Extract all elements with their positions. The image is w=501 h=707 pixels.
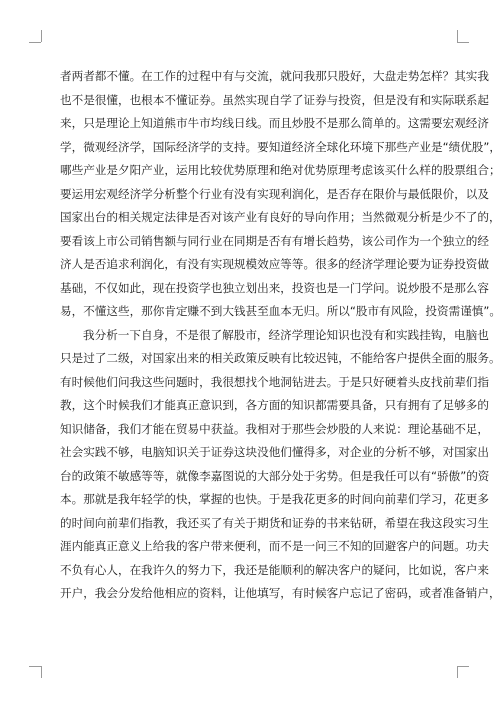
text-line: 基础，不仅如此，现在投资学也独立划出来，投资也是一门学问。说炒股不是那么容 bbox=[60, 280, 489, 295]
paragraph-start-line: 我分析一下自身，不是很了解股市，经济学理论知识也没有和实践挂钩，电脑也 bbox=[83, 327, 489, 342]
crop-mark-bottom-right-v bbox=[457, 666, 458, 678]
text-line: 的时间向前辈们指教，我还买了有关于期货和证券的书来钻研，希望在我这段实习生 bbox=[60, 515, 489, 530]
text-line: 涯内能真正意义上给我的客户带来便利，而不是一问三不知的回避客户的问题。功夫 bbox=[60, 539, 489, 553]
text-line: 来，只是理论上知道熊市牛市均线日线。而且炒股不是那么简单的。这需要宏观经济 bbox=[60, 116, 489, 130]
crop-mark-bottom-left-h bbox=[29, 666, 41, 667]
text-line: 学，微观经济学，国际经济学的支持。要知道经济全球化环境下那些产业是“绩优股”， bbox=[60, 139, 501, 154]
text-line: 不负有心人，在我许久的努力下，我还是能顺利的解决客户的疑问，比如说，客户来 bbox=[60, 562, 489, 577]
text-line: 开户，我会分发给他相应的资料，让他填写，有时候客户忘记了密码，或者准备销户， bbox=[60, 586, 501, 600]
text-line: 教，这个时候我们才能真正意识到，各方面的知识都需要具备，只有拥有了足够多的 bbox=[60, 398, 489, 412]
text-line: 要运用宏观经济学分析整个行业有没有实现利润化，是否存在限价与最低限价，以及 bbox=[60, 186, 489, 201]
crop-mark-top-left-v bbox=[41, 30, 42, 42]
text-line: 社会实践不够，电脑知识关于证券这块没他们懂得多，对企业的分析不够，对国家出 bbox=[60, 445, 489, 459]
crop-mark-top-right-v bbox=[457, 30, 458, 42]
text-line: 要看该上市公司销售额与同行业在同期是否有有增长趋势，该公司作为一个独立的经 bbox=[60, 233, 489, 248]
text-line: 易，不懂这些，那你肯定赚不到大钱甚至血本无归。所以“股市有风险，投资需谨慎”。 bbox=[60, 304, 501, 318]
crop-mark-bottom-left-v bbox=[41, 666, 42, 678]
text-line: 国家出台的相关规定法律是否对该产业有良好的导向作用；当然微观分析是少不了的， bbox=[60, 210, 501, 224]
crop-mark-top-right-h bbox=[457, 42, 469, 43]
body-text bbox=[60, 65, 501, 606]
text-line: 济人是否追求利润化，有没有实现规模效应等等。很多的经济学理论要为证券投资做 bbox=[60, 257, 489, 271]
text-line: 有时候他们问我这些问题时，我很想找个地洞钻进去。于是只好硬着头皮找前辈们指 bbox=[60, 374, 489, 389]
text-line: 者两者都不懂。在工作的过程中有与交流，就问我那只股好，大盘走势怎样？其实我 bbox=[60, 69, 489, 83]
text-line: 台的政策不敏感等等，就像李嘉图说的大部分处于劣势。但是我任可以有“骄傲”的资 bbox=[60, 468, 490, 483]
crop-mark-bottom-right-h bbox=[457, 666, 469, 667]
crop-mark-top-left-h bbox=[29, 42, 41, 43]
text-line: 知识储备，我们才能在贸易中获益。我相对于那些会炒股的人来说：理论基础不足， bbox=[60, 421, 489, 436]
text-line: 本。那就是我年轻学的快，掌握的也快。于是我花更多的时间向前辈们学习，花更多 bbox=[60, 492, 489, 506]
text-line: 只是过了二级，对国家出来的相关政策反映有比较迟钝，不能给客户提供全面的服务。 bbox=[60, 351, 501, 365]
text-line: 也不是很懂，也根本不懂证券。虽然实现自学了证券与投资，但是没有和实际联系起 bbox=[60, 92, 489, 107]
text-line: 哪些产业是夕阳产业，运用比较优势原理和绝对优势原理考虑该买什么样的股票组合； bbox=[60, 163, 501, 177]
